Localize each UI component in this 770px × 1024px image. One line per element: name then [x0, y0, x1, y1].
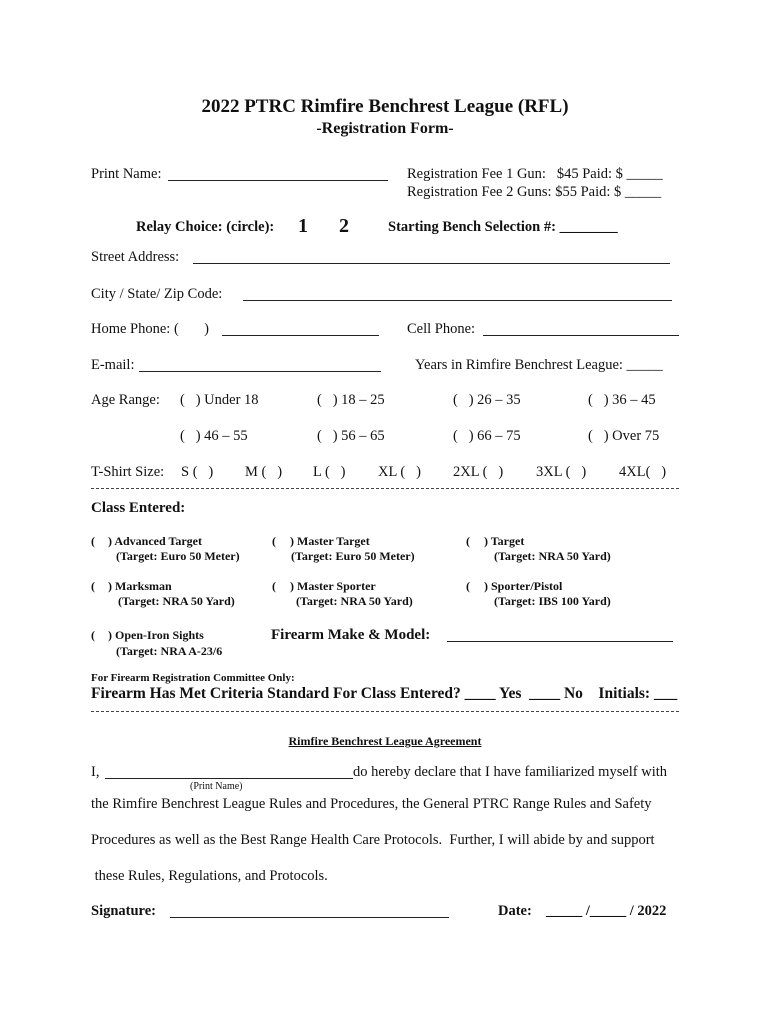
- tshirt-size-option[interactable]: M ( ): [245, 464, 283, 480]
- class-checkbox[interactable]: (: [91, 579, 95, 593]
- signature-label: Signature:: [91, 903, 156, 919]
- tshirt-size-option[interactable]: 2XL ( ): [453, 464, 504, 480]
- class-checkbox[interactable]: (: [91, 628, 95, 642]
- tshirt-size-option[interactable]: S ( ): [181, 464, 214, 480]
- fee-2-guns: Registration Fee 2 Guns: $55 Paid: $ _____: [407, 184, 662, 200]
- age-option[interactable]: ( ) Under 18: [180, 392, 259, 408]
- relay-option-2[interactable]: 2: [339, 215, 349, 237]
- page-title: 2022 PTRC Rimfire Benchrest League (RFL): [201, 96, 569, 117]
- class-target-type: (Target: NRA A-23/6: [116, 644, 223, 658]
- tshirt-size-option[interactable]: 3XL ( ): [536, 464, 587, 480]
- age-option[interactable]: ( ) 36 – 45: [588, 392, 656, 408]
- firearm-make-model-field[interactable]: [447, 641, 673, 642]
- relay-choice-label: Relay Choice: (circle):: [136, 219, 275, 235]
- class-marksman: ) Marksman: [108, 579, 172, 593]
- city-state-zip-label: City / State/ Zip Code:: [91, 286, 223, 302]
- starting-bench-selection[interactable]: Starting Bench Selection #: ________: [388, 219, 618, 235]
- class-target-type: (Target: Euro 50 Meter): [291, 549, 415, 563]
- class-entered-heading: Class Entered:: [91, 500, 186, 516]
- class-advanced-target: ) Advanced Target: [108, 534, 203, 548]
- class-checkbox[interactable]: (: [272, 534, 276, 548]
- age-option[interactable]: ( ) 26 – 35: [453, 392, 521, 408]
- date-field[interactable]: _____ /_____ / 2022: [546, 903, 667, 919]
- city-state-zip-field[interactable]: [243, 300, 672, 301]
- tshirt-size-option[interactable]: L ( ): [313, 464, 346, 480]
- home-phone-field[interactable]: [222, 335, 379, 336]
- section-divider: [91, 488, 679, 489]
- age-option[interactable]: ( ) Over 75: [588, 428, 660, 444]
- tshirt-size-option[interactable]: 4XL( ): [619, 464, 667, 480]
- tshirt-size-label: T-Shirt Size:: [91, 464, 165, 480]
- firearm-make-model-label: Firearm Make & Model:: [271, 627, 431, 643]
- agreement-print-name-field[interactable]: [105, 778, 353, 779]
- class-target-type: (Target: Euro 50 Meter): [116, 549, 240, 563]
- age-option[interactable]: ( ) 18 – 25: [317, 392, 385, 408]
- age-option[interactable]: ( ) 46 – 55: [180, 428, 248, 444]
- fee-1-gun: Registration Fee 1 Gun: $45 Paid: $ _____: [407, 166, 663, 182]
- agreement-declaration: do hereby declare that I have familiarized myself with: [353, 764, 668, 780]
- cell-phone-label: Cell Phone:: [407, 321, 476, 337]
- class-checkbox[interactable]: (: [91, 534, 95, 548]
- age-option[interactable]: ( ) 56 – 65: [317, 428, 385, 444]
- age-option[interactable]: ( ) 66 – 75: [453, 428, 521, 444]
- agreement-text-line: the Rimfire Benchrest League Rules and Procedures, the General PTRC Range Rules and Safety: [91, 796, 652, 812]
- page-subtitle: -Registration Form-: [316, 120, 454, 137]
- criteria-standard: Firearm Has Met Criteria Standard For Class Entered? ____ Yes ____ No Initials: ___: [91, 685, 678, 702]
- street-address-field[interactable]: [193, 263, 670, 264]
- class-target-type: (Target: NRA 50 Yard): [494, 549, 611, 563]
- class-checkbox[interactable]: (: [272, 579, 276, 593]
- class-target: ) Target: [484, 534, 525, 548]
- class-target-type: (Target: NRA 50 Yard): [296, 594, 413, 608]
- class-open-iron-sights: ) Open-Iron Sights: [108, 628, 204, 642]
- years-in-league: Years in Rimfire Benchrest League: _____: [415, 357, 663, 373]
- email-label: E-mail:: [91, 357, 135, 373]
- print-name-hint: (Print Name): [190, 781, 243, 792]
- signature-field[interactable]: [170, 917, 449, 918]
- date-label: Date:: [498, 903, 532, 919]
- street-address-label: Street Address:: [91, 249, 180, 265]
- email-field[interactable]: [139, 371, 381, 372]
- committee-note: For Firearm Registration Committee Only:: [91, 672, 295, 684]
- agreement-i: I,: [91, 764, 100, 780]
- tshirt-size-option[interactable]: XL ( ): [378, 464, 421, 480]
- home-phone-label: Home Phone: ( ): [91, 321, 209, 337]
- section-divider: [91, 711, 679, 712]
- class-target-type: (Target: NRA 50 Yard): [118, 594, 235, 608]
- class-master-target: ) Master Target: [290, 534, 370, 548]
- class-target-type: (Target: IBS 100 Yard): [494, 594, 611, 608]
- agreement-heading: Rimfire Benchrest League Agreement: [288, 734, 482, 748]
- class-master-sporter: ) Master Sporter: [290, 579, 376, 593]
- relay-option-1[interactable]: 1: [298, 215, 308, 237]
- print-name-field[interactable]: [168, 180, 388, 181]
- agreement-text-line: these Rules, Regulations, and Protocols.: [91, 868, 328, 884]
- print-name-label: Print Name:: [91, 166, 162, 182]
- class-sporter-pistol: ) Sporter/Pistol: [484, 579, 563, 593]
- class-checkbox[interactable]: (: [466, 534, 470, 548]
- agreement-text-line: Procedures as well as the Best Range Health Care Protocols. Further, I will abide by and support: [91, 832, 655, 848]
- cell-phone-field[interactable]: [483, 335, 679, 336]
- class-checkbox[interactable]: (: [466, 579, 470, 593]
- age-range-label: Age Range:: [91, 392, 160, 408]
